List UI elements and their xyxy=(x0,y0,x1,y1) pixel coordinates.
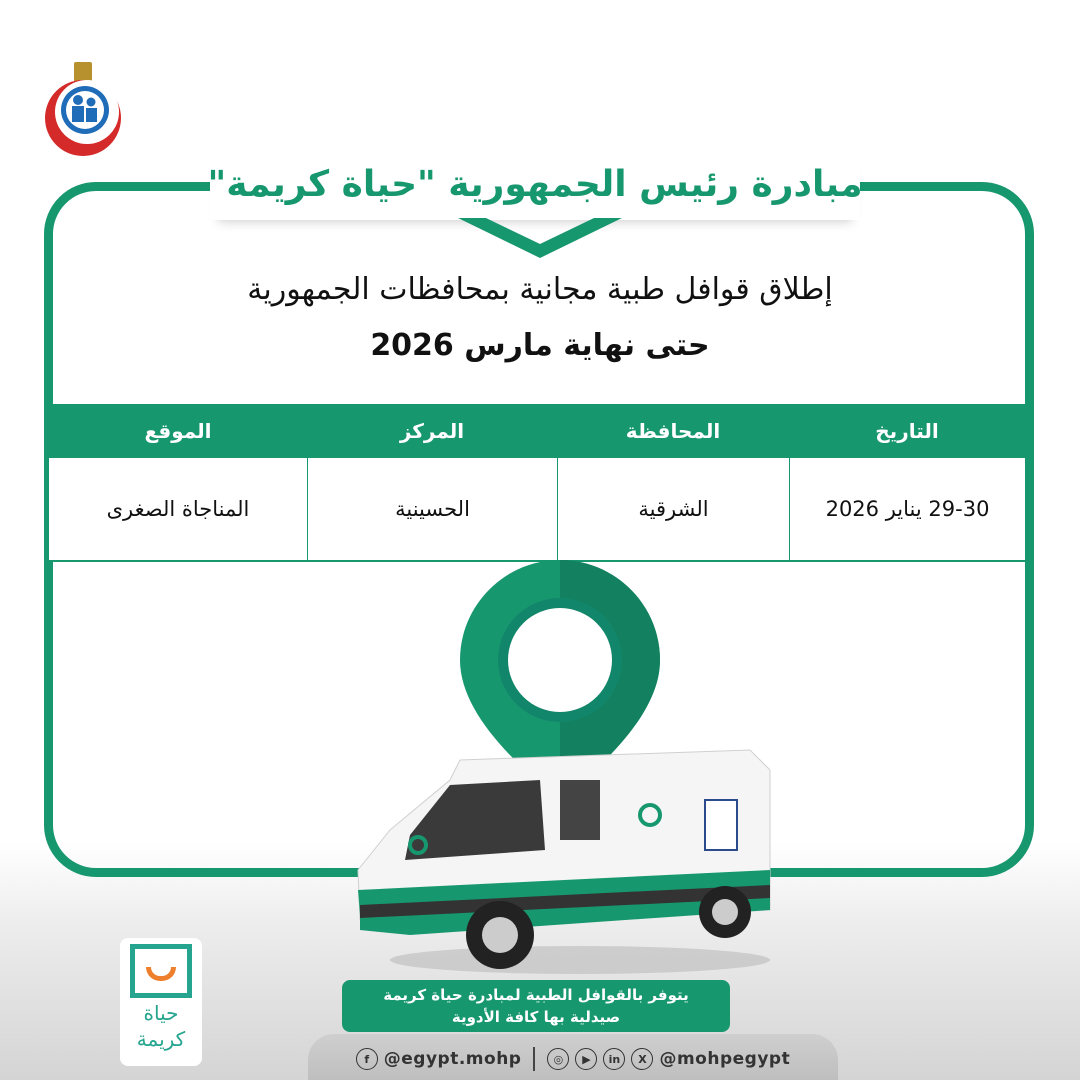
divider xyxy=(533,1047,535,1071)
announcement-line-1: إطلاق قوافل طبية مجانية بمحافظات الجمهورية xyxy=(247,272,833,307)
social-footer xyxy=(308,1034,838,1080)
table-row xyxy=(49,458,1025,562)
instagram-icon[interactable]: ◎ xyxy=(547,1048,569,1070)
header-governorate: المحافظة xyxy=(625,419,721,443)
header-center: المركز xyxy=(399,419,465,443)
cell-center: الحسينية xyxy=(307,458,557,560)
header-date: التاريخ xyxy=(875,419,939,443)
pharmacy-note xyxy=(342,980,730,1032)
medical-van-illustration xyxy=(350,740,780,980)
linkedin-icon[interactable]: in xyxy=(603,1048,625,1070)
ministry-of-health-logo xyxy=(40,60,126,160)
note-line-2: صيدلية بها كافة الأدوية xyxy=(451,1008,621,1026)
header-location: الموقع xyxy=(144,419,212,443)
note-line-1: يتوفر بالقوافل الطبية لمبادرة حياة كريمة xyxy=(383,986,689,1004)
cell-date: 29-30 يناير 2026 xyxy=(789,458,1025,560)
announcement-line-2: حتى نهاية مارس 2026 xyxy=(370,328,710,363)
page-title: مبادرة رئيس الجمهورية "حياة كريمة" xyxy=(207,163,863,205)
chevron-down-icon xyxy=(458,218,622,258)
caravan-schedule-table xyxy=(49,404,1025,562)
x-icon[interactable]: X xyxy=(631,1048,653,1070)
hayah-karima-logo xyxy=(120,938,202,1066)
smile-icon xyxy=(146,967,176,981)
facebook-handle[interactable]: @egypt.mohp xyxy=(383,1049,522,1069)
table-header-row xyxy=(49,404,1025,458)
hayah-karima-line-1: حياة xyxy=(143,1001,179,1025)
title-banner xyxy=(207,148,863,220)
hayah-karima-line-2: كريمة xyxy=(136,1027,186,1051)
facebook-icon[interactable]: f xyxy=(356,1048,378,1070)
youtube-icon[interactable]: ▶ xyxy=(575,1048,597,1070)
hayah-karima-box-icon xyxy=(130,944,192,998)
cell-governorate: الشرقية xyxy=(557,458,789,560)
cell-location: المناجاة الصغرى xyxy=(106,497,250,521)
social-handle[interactable]: @mohpegypt xyxy=(659,1049,791,1069)
